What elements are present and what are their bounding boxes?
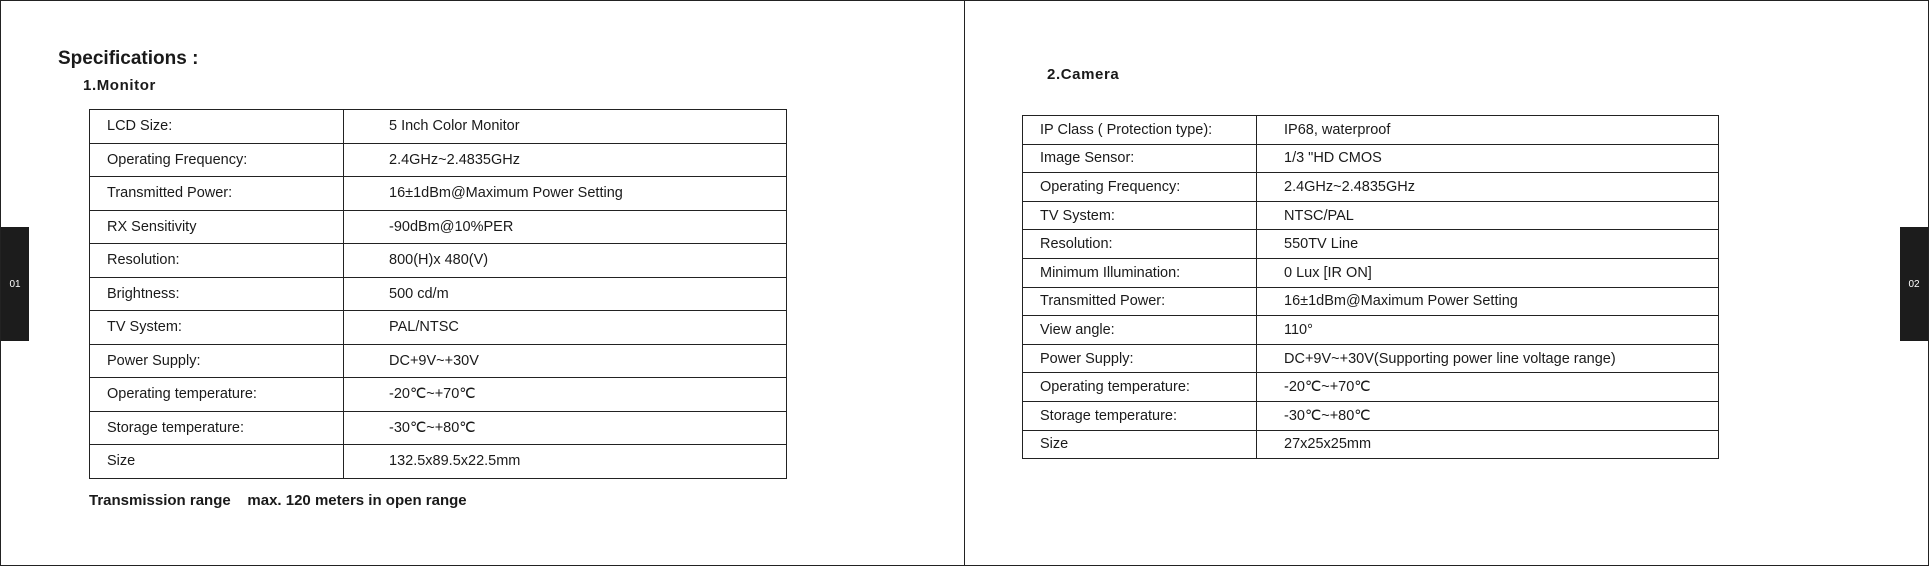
spec-label: Storage temperature:: [90, 411, 344, 445]
spec-label: Resolution:: [1023, 230, 1257, 259]
table-row: [1023, 173, 1719, 202]
spec-value: 2.4GHz~2.4835GHz: [1257, 173, 1719, 202]
table-row: [90, 244, 787, 278]
monitor-spec-table: [89, 109, 787, 479]
spec-value: NTSC/PAL: [1257, 201, 1719, 230]
spec-value: 0 Lux [IR ON]: [1257, 258, 1719, 287]
spec-label: Resolution:: [90, 244, 344, 278]
spec-label: Transmitted Power:: [1023, 287, 1257, 316]
spec-value: 800(H)x 480(V): [344, 244, 787, 278]
page-number: 01: [9, 278, 21, 290]
table-row: [90, 277, 787, 311]
table-row: [1023, 316, 1719, 345]
spec-value: 500 cd/m: [344, 277, 787, 311]
table-row: [1023, 116, 1719, 145]
spec-label: Operating temperature:: [1023, 373, 1257, 402]
table-row: [90, 378, 787, 412]
spec-value: DC+9V~+30V: [344, 344, 787, 378]
spec-value: 550TV Line: [1257, 230, 1719, 259]
spec-label: Operating temperature:: [90, 378, 344, 412]
table-row: [90, 110, 787, 144]
spec-value: -90dBm@10%PER: [344, 210, 787, 244]
spec-label: Size: [90, 445, 344, 479]
spec-label: Image Sensor:: [1023, 144, 1257, 173]
table-row: [90, 445, 787, 479]
spec-label: Operating Frequency:: [1023, 173, 1257, 202]
spec-value: -20℃~+70℃: [344, 378, 787, 412]
spec-value: 16±1dBm@Maximum Power Setting: [1257, 287, 1719, 316]
spec-value: IP68, waterproof: [1257, 116, 1719, 145]
spec-value: 110°: [1257, 316, 1719, 345]
spec-label: Brightness:: [90, 277, 344, 311]
spec-value: -30℃~+80℃: [1257, 401, 1719, 430]
spec-label: Transmitted Power:: [90, 177, 344, 211]
spec-label: Power Supply:: [1023, 344, 1257, 373]
table-row: [1023, 201, 1719, 230]
spec-label: TV System:: [1023, 201, 1257, 230]
spec-label: Power Supply:: [90, 344, 344, 378]
table-row: [1023, 230, 1719, 259]
right-page: [964, 0, 1929, 566]
table-row: [1023, 287, 1719, 316]
table-row: [1023, 401, 1719, 430]
table-row: [1023, 258, 1719, 287]
page-title: Specifications :: [58, 48, 199, 69]
table-row: [90, 210, 787, 244]
spec-label: RX Sensitivity: [90, 210, 344, 244]
spec-label: Minimum Illumination:: [1023, 258, 1257, 287]
spec-value: 27x25x25mm: [1257, 430, 1719, 459]
spec-value: -20℃~+70℃: [1257, 373, 1719, 402]
spec-label: Operating Frequency:: [90, 143, 344, 177]
spec-label: Size: [1023, 430, 1257, 459]
camera-spec-table: [1022, 115, 1719, 459]
table-row: [90, 344, 787, 378]
camera-heading: 2.Camera: [1047, 66, 1120, 83]
table-row: [90, 177, 787, 211]
left-page: [0, 0, 965, 566]
page-number: 02: [1908, 278, 1920, 290]
spec-value: DC+9V~+30V(Supporting power line voltage range): [1257, 344, 1719, 373]
page-number-tab: [1900, 227, 1928, 341]
spec-value: 132.5x89.5x22.5mm: [344, 445, 787, 479]
spec-value: 1/3 "HD CMOS: [1257, 144, 1719, 173]
spec-label: LCD Size:: [90, 110, 344, 144]
spec-label: TV System:: [90, 311, 344, 345]
table-row: [1023, 144, 1719, 173]
table-row: [90, 311, 787, 345]
page-number-tab: [1, 227, 29, 341]
table-row: [1023, 344, 1719, 373]
spec-label: IP Class ( Protection type):: [1023, 116, 1257, 145]
spec-value: 16±1dBm@Maximum Power Setting: [344, 177, 787, 211]
spec-value: -30℃~+80℃: [344, 411, 787, 445]
spec-value: PAL/NTSC: [344, 311, 787, 345]
spec-value: 5 Inch Color Monitor: [344, 110, 787, 144]
spec-label: Storage temperature:: [1023, 401, 1257, 430]
table-row: [1023, 373, 1719, 402]
table-row: [1023, 430, 1719, 459]
monitor-heading: 1.Monitor: [83, 77, 156, 94]
table-row: [90, 411, 787, 445]
spec-label: View angle:: [1023, 316, 1257, 345]
spec-value: 2.4GHz~2.4835GHz: [344, 143, 787, 177]
table-row: [90, 143, 787, 177]
transmission-range-note: Transmission range max. 120 meters in open range: [89, 492, 467, 509]
